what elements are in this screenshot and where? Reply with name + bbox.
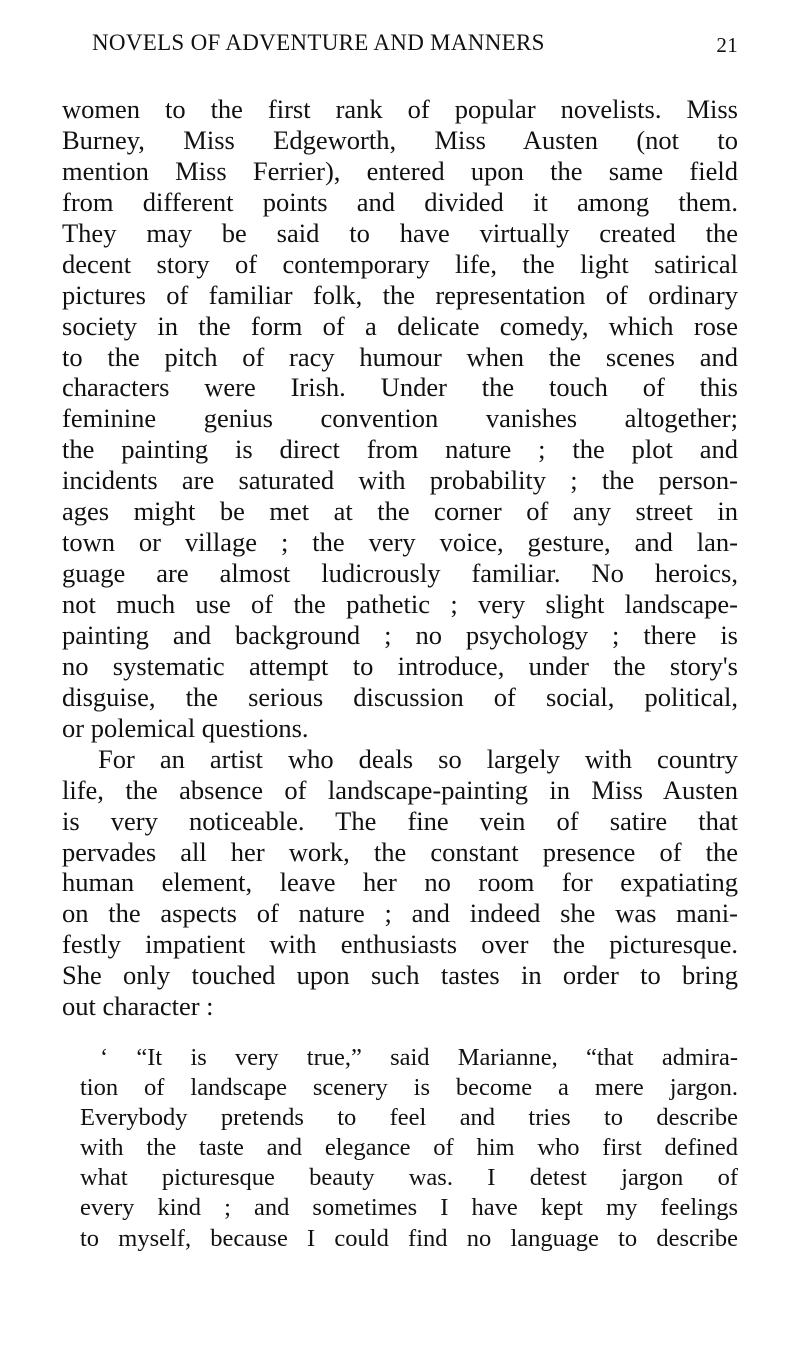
text-line: town or village ; the very voice, gesture, and lan- — [62, 527, 738, 558]
text-line: For an artist who deals so largely with country — [98, 743, 738, 774]
text-line: ages might be met at the corner of any street in — [62, 496, 738, 527]
text-line: women to the first rank of popular novelists. Miss — [62, 94, 738, 124]
text-line: disguise, the serious discussion of social, political, — [62, 681, 738, 712]
body-text — [62, 94, 738, 1022]
text-line: no systematic attempt to introduce, under the story's — [62, 650, 738, 681]
text-line: the painting is direct from nature ; the plot and — [62, 434, 738, 465]
running-header — [92, 30, 738, 58]
text-line: or polemical questions. — [62, 712, 309, 743]
text-line: incidents are saturated with probability ; the person- — [62, 465, 738, 496]
quote-line: every kind ; and sometimes I have kept my feelings — [80, 1194, 738, 1222]
text-line: to the pitch of racy humour when the scenes and — [62, 341, 738, 372]
text-line: mention Miss Ferrier), entered upon the same field — [62, 155, 738, 186]
text-line: on the aspects of nature ; and indeed she was mani- — [62, 898, 738, 929]
text-line: Burney, Miss Edgeworth, Miss Austen (not to — [62, 124, 738, 155]
text-line: out character : — [62, 991, 214, 1022]
block-quote — [80, 1043, 738, 1254]
text-line: She only touched upon such tastes in order to bring — [62, 960, 738, 991]
text-line: characters were Irish. Under the touch of this — [62, 372, 738, 403]
text-line: life, the absence of landscape-painting in Miss Austen — [62, 774, 738, 805]
text-line: is very noticeable. The fine vein of satire that — [62, 805, 738, 836]
text-line: decent story of contemporary life, the light satirical — [62, 248, 738, 279]
quote-line: with the taste and elegance of him who first defined — [80, 1134, 738, 1162]
text-line: pervades all her work, the constant presence of the — [62, 836, 738, 867]
text-line: painting and background ; no psychology ; there is — [62, 619, 738, 650]
page-number: 21 — [716, 33, 738, 57]
text-line: pictures of familiar folk, the representation of ordinary — [62, 279, 738, 310]
text-line: festly impatient with enthusiasts over the picturesque. — [62, 929, 738, 960]
text-line: not much use of the pathetic ; very slight landscape- — [62, 589, 738, 619]
text-line: feminine genius convention vanishes altogether; — [62, 403, 738, 434]
text-line: from different points and divided it among them. — [62, 186, 738, 217]
running-title: NOVELS OF ADVENTURE AND MANNERS — [92, 30, 545, 55]
quote-line: what picturesque beauty was. I detest jargon of — [80, 1164, 738, 1192]
text-line: society in the form of a delicate comedy, which rose — [62, 310, 738, 341]
text-line: They may be said to have virtually created the — [62, 217, 738, 248]
text-line: human element, leave her no room for expatiating — [62, 867, 738, 898]
quote-line: to myself, because I could find no language to describe — [80, 1224, 738, 1252]
quote-line: ‘ “It is very true,” said Marianne, “that admira- — [100, 1044, 738, 1071]
quote-line: tion of landscape scenery is become a mere jargon. — [80, 1074, 738, 1102]
quote-line: Everybody pretends to feel and tries to describe — [80, 1104, 738, 1132]
text-line: guage are almost ludicrously familiar. No heroics, — [62, 558, 738, 589]
